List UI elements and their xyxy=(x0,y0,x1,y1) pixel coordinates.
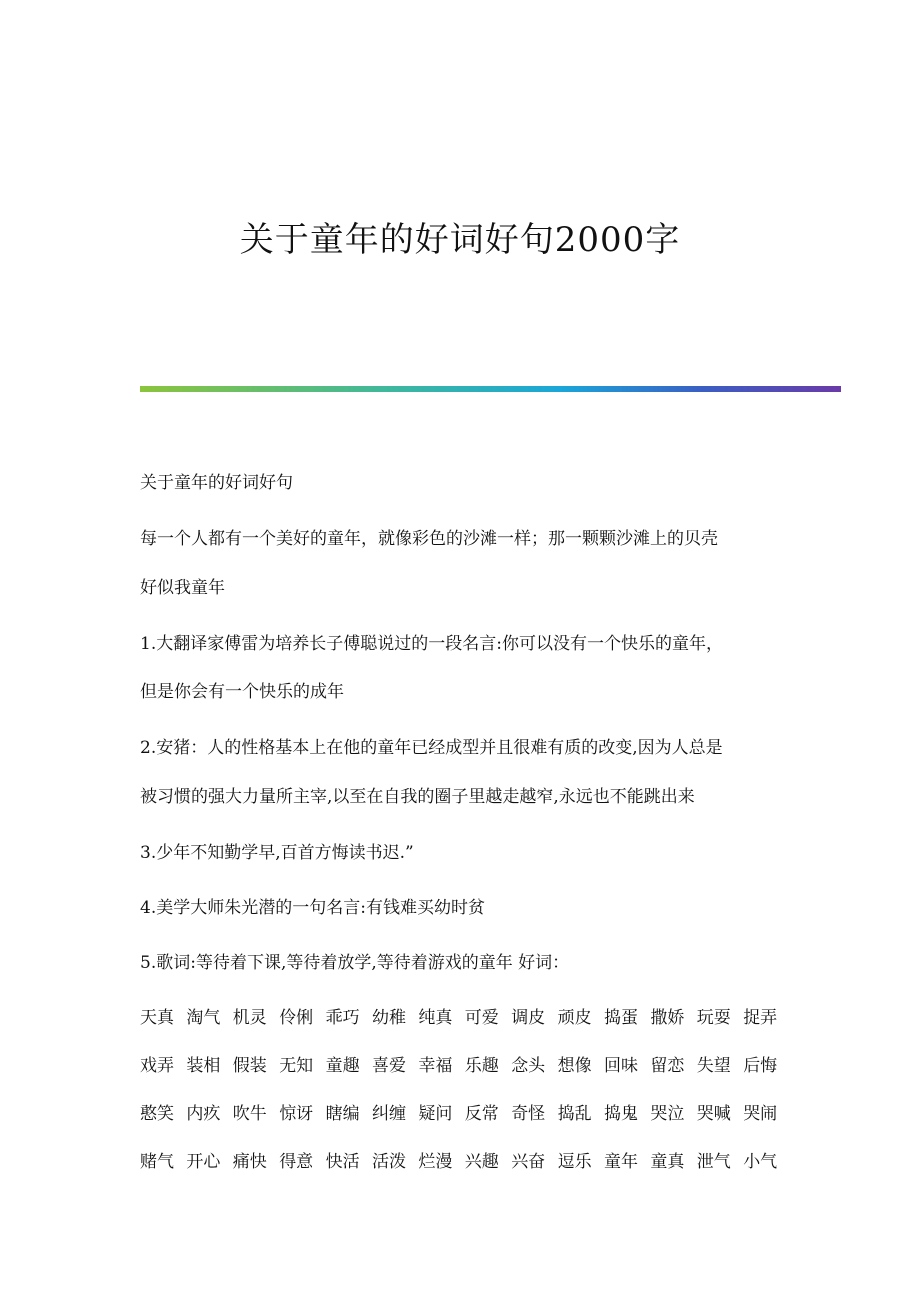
word-item: 天真 xyxy=(140,1008,174,1028)
word-row xyxy=(140,1006,790,1030)
word-item: 乖巧 xyxy=(325,1008,360,1028)
word-item: 纠缠 xyxy=(372,1104,406,1124)
word-item: 假装 xyxy=(232,1056,267,1076)
word-item: 调皮 xyxy=(511,1008,546,1028)
word-item: 捉弄 xyxy=(743,1008,778,1028)
word-item: 念头 xyxy=(511,1056,546,1076)
quote-1-line-2: 但是你会有一个快乐的成年 xyxy=(140,682,344,702)
word-item: 哭喊 xyxy=(696,1104,731,1124)
word-item: 兴奋 xyxy=(511,1152,546,1172)
word-item: 得意 xyxy=(279,1152,314,1172)
word-item: 捣鬼 xyxy=(604,1104,638,1124)
word-item: 童真 xyxy=(650,1152,685,1172)
word-item: 童年 xyxy=(604,1152,638,1172)
word-item: 乐趣 xyxy=(464,1056,499,1076)
page-title: 关于童年的好词好句2000字 xyxy=(239,220,681,260)
word-item: 机灵 xyxy=(232,1008,267,1028)
word-item: 纯真 xyxy=(418,1008,453,1028)
word-item: 失望 xyxy=(696,1056,731,1076)
word-item: 活泼 xyxy=(372,1152,406,1172)
word-item: 可爱 xyxy=(464,1008,499,1028)
word-item: 顽皮 xyxy=(557,1008,592,1028)
word-item: 痛快 xyxy=(232,1152,267,1172)
word-item: 瞎编 xyxy=(325,1104,360,1124)
intro-line-2: 好似我童年 xyxy=(140,578,225,598)
intro-line-1: 每一个人都有一个美好的童年，就像彩色的沙滩一样；那一颗颗沙滩上的贝壳 xyxy=(140,529,718,549)
word-item: 伶俐 xyxy=(279,1008,314,1028)
word-item: 泄气 xyxy=(696,1152,731,1172)
quote-2-line-1: 2.安猪：人的性格基本上在他的童年已经成型并且很难有质的改变,因为人总是 xyxy=(140,738,723,758)
word-item: 幸福 xyxy=(418,1056,453,1076)
word-item: 想像 xyxy=(557,1056,592,1076)
word-item: 后悔 xyxy=(743,1056,778,1076)
word-item: 回味 xyxy=(604,1056,638,1076)
word-item: 捣蛋 xyxy=(604,1008,638,1028)
word-item: 戏弄 xyxy=(140,1056,174,1076)
quote-5: 5.歌词:等待着下课,等待着放学,等待着游戏的童年 好词： xyxy=(140,953,570,973)
quote-4: 4.美学大师朱光潜的一句名言:有钱难买幼时贫 xyxy=(140,898,485,918)
word-item: 喜爱 xyxy=(372,1056,406,1076)
word-item: 反常 xyxy=(464,1104,499,1124)
gradient-divider xyxy=(140,386,841,392)
word-item: 捣乱 xyxy=(557,1104,592,1124)
word-item: 内疚 xyxy=(186,1104,221,1124)
word-item: 赌气 xyxy=(140,1152,174,1172)
word-item: 玩耍 xyxy=(696,1008,731,1028)
word-item: 烂漫 xyxy=(418,1152,453,1172)
word-item: 疑问 xyxy=(418,1104,453,1124)
word-item: 装相 xyxy=(186,1056,221,1076)
word-row xyxy=(140,1102,790,1126)
word-item: 淘气 xyxy=(186,1008,221,1028)
word-item: 惊讶 xyxy=(279,1104,314,1124)
word-row xyxy=(140,1150,790,1174)
word-item: 撒娇 xyxy=(650,1008,685,1028)
word-item: 留恋 xyxy=(650,1056,685,1076)
word-item: 开心 xyxy=(186,1152,221,1172)
word-item: 哭泣 xyxy=(650,1104,685,1124)
word-item: 哭闹 xyxy=(743,1104,778,1124)
word-item: 无知 xyxy=(279,1056,314,1076)
word-item: 童趣 xyxy=(325,1056,360,1076)
word-item: 幼稚 xyxy=(372,1008,406,1028)
quote-1-line-1: 1.大翻译家傅雷为培养长子傅聪说过的一段名言:你可以没有一个快乐的童年， xyxy=(140,634,723,654)
quote-3: 3.少年不知勤学早,百首方悔读书迟.” xyxy=(140,843,414,863)
word-item: 奇怪 xyxy=(511,1104,546,1124)
word-item: 兴趣 xyxy=(464,1152,499,1172)
quote-2-line-2: 被习惯的强大力量所主宰,以至在自我的圈子里越走越窄,永远也不能跳出来 xyxy=(140,787,695,807)
word-item: 快活 xyxy=(325,1152,360,1172)
word-item: 吹牛 xyxy=(232,1104,267,1124)
word-item: 小气 xyxy=(743,1152,778,1172)
section-heading: 关于童年的好词好句 xyxy=(140,473,293,493)
word-item: 逗乐 xyxy=(557,1152,592,1172)
word-item: 憨笑 xyxy=(140,1104,174,1124)
word-row xyxy=(140,1054,790,1078)
